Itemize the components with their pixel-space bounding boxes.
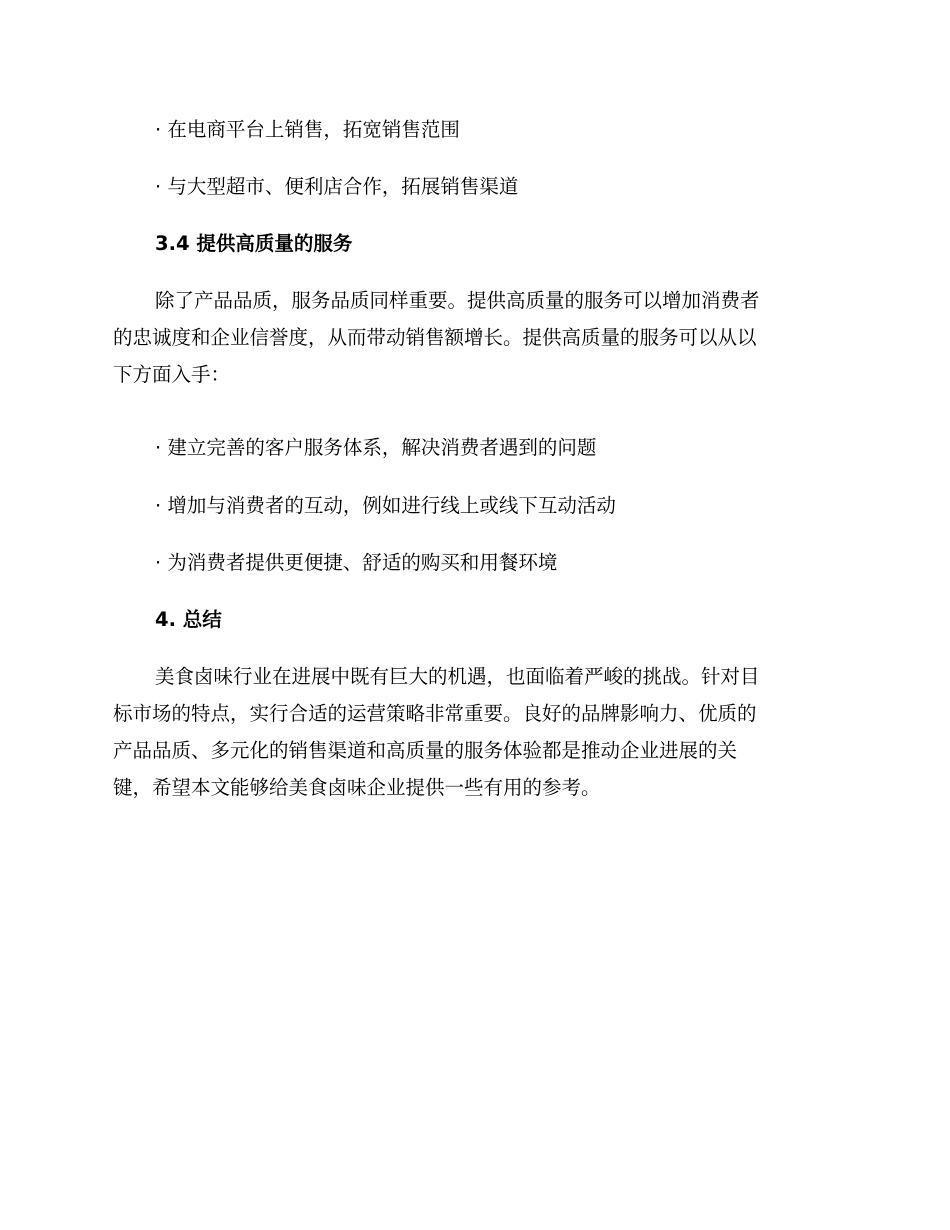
bullet-item: · 增加与消费者的互动，例如进行线上或线下互动活动 [155,494,616,517]
section-heading-4: 4. 总结 [155,608,222,631]
paragraph-line: 下方面入手： [113,363,231,386]
paragraph-line: 标市场的特点，实行合适的运营策略非常重要。良好的品牌影响力、优质的 [113,702,757,725]
bullet-item: · 为消费者提供更便捷、舒适的购买和用餐环境 [155,551,558,574]
paragraph-line: 美食卤味行业在进展中既有巨大的机遇，也面临着严峻的挑战。针对目 [155,665,760,688]
section-heading-3-4: 3.4 提供高质量的服务 [155,232,353,255]
bullet-item: · 在电商平台上销售，拓宽销售范围 [155,118,460,141]
section-3-4-paragraph [113,286,833,389]
bullet-item: · 与大型超市、便利店合作，拓展销售渠道 [155,175,519,198]
paragraph-line: 的忠诚度和企业信誉度，从而带动销售额增长。提供高质量的服务可以从以 [113,326,757,349]
paragraph-line: 产品品质、多元化的销售渠道和高质量的服务体验都是推动企业进展的关 [113,739,738,762]
paragraph-line: 除了产品品质，服务品质同样重要。提供高质量的服务可以增加消费者 [155,289,760,312]
bullet-item: · 建立完善的客户服务体系，解决消费者遇到的问题 [155,436,597,459]
section-4-paragraph [113,662,833,802]
paragraph-line: 键，希望本文能够给美食卤味企业提供一些有用的参考。 [113,776,601,799]
